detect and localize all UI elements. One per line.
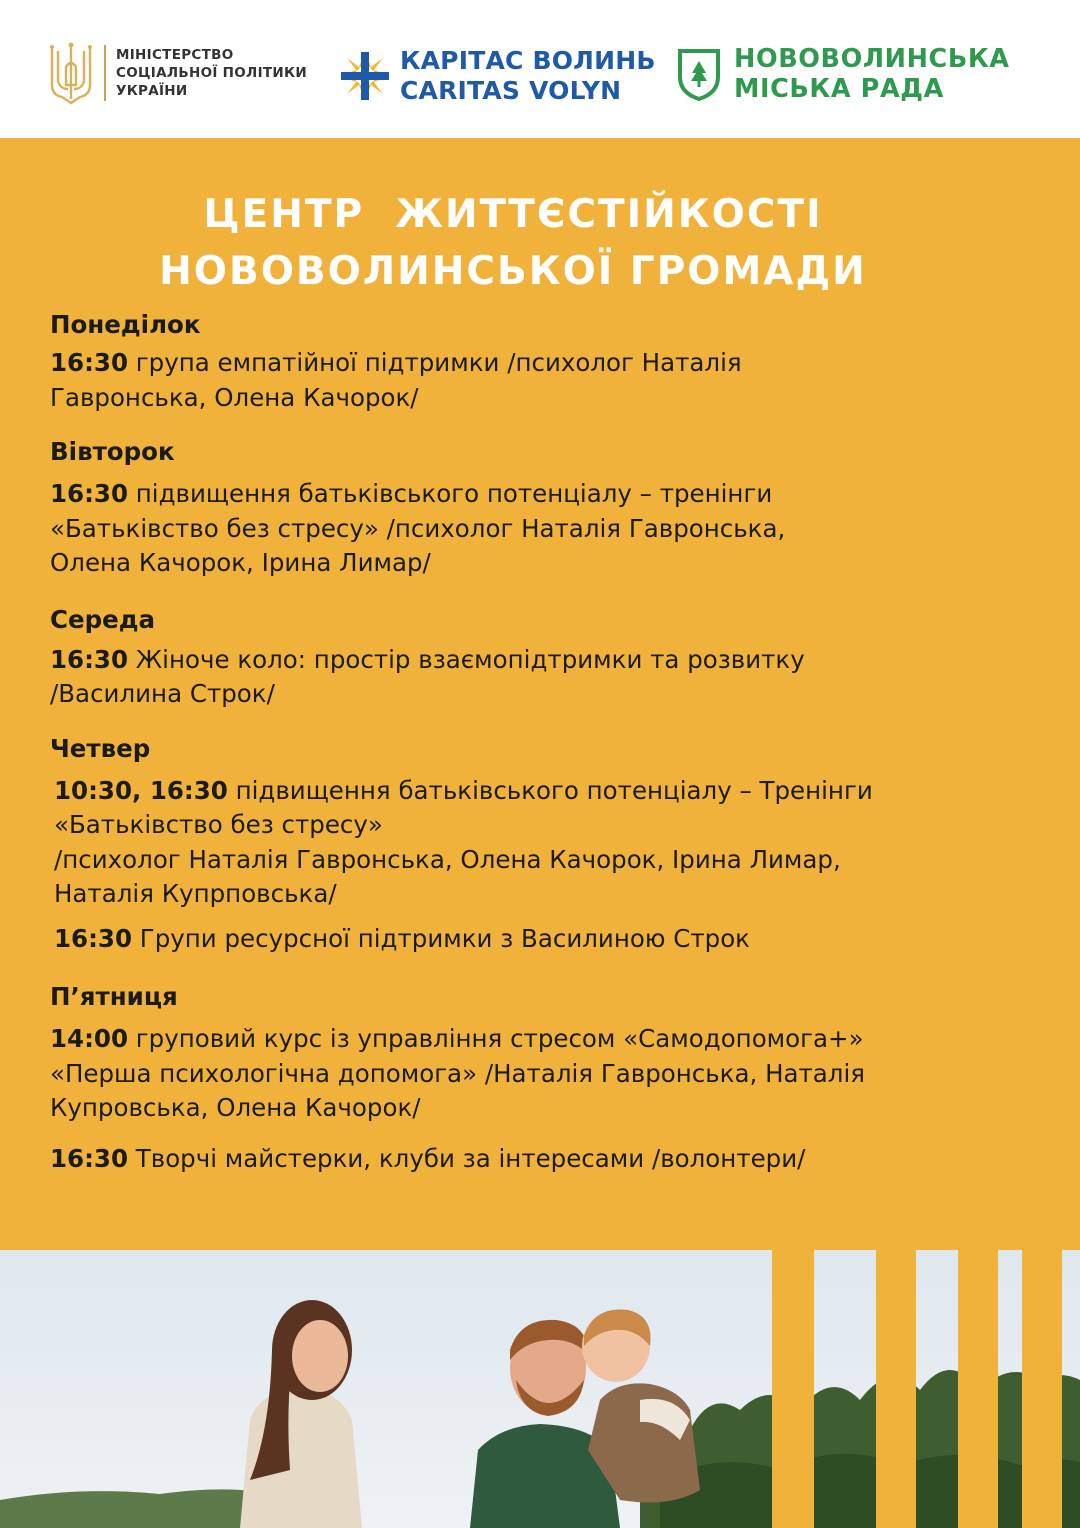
entry-text: Творчі майстерки, клуби за інтересами /волонтери/ (128, 1143, 806, 1173)
logo-header (0, 0, 1080, 138)
entry-time: 16:30 (50, 644, 128, 674)
entry-line (50, 1022, 1040, 1057)
entry-text: група емпатійної підтримки /психолог Наталія (128, 348, 742, 377)
entry-time: 16:30 (54, 923, 132, 953)
schedule-day-friday (50, 980, 1040, 1176)
entry-line: «Батьківство без стресу» (54, 810, 383, 839)
ministry-line-2: СОЦІАЛЬНОЇ ПОЛІТИКИ (116, 65, 307, 81)
title-line-2: НОВОВОЛИНСЬКОЇ ГРОМАДИ (159, 249, 867, 294)
ministry-line-3: УКРАЇНИ (116, 83, 188, 99)
entry-text: Групи ресурсної підтримки з Василиною Строк (132, 923, 750, 953)
schedule-day-wednesday (50, 603, 1040, 712)
day-heading: Понеділок (50, 310, 201, 339)
day-heading: П’ятниця (50, 982, 178, 1011)
schedule-entry (50, 774, 1040, 912)
schedule-entry (50, 1142, 1040, 1177)
day-heading: Середа (50, 604, 156, 634)
caritas-name (400, 46, 656, 106)
entry-line (54, 774, 1040, 809)
entry-line: /Василина Строк/ (50, 679, 275, 708)
entry-line (54, 922, 1040, 957)
caritas-line-2: CARITAS VOLYN (400, 76, 622, 105)
page-title (0, 186, 1026, 300)
entry-line: Гавронська, Олена Качорок/ (50, 382, 419, 412)
entry-line: «Батьківство без стресу» /психолог Наталія Гавронська, (50, 513, 786, 543)
schedule-entry (50, 922, 1040, 957)
caritas-cross-icon (338, 49, 392, 103)
schedule-day-thursday (50, 732, 1040, 957)
entry-time: 16:30 (50, 479, 128, 508)
entry-line: «Перша психологічна допомога» /Наталія Гавронська, Наталія (50, 1058, 865, 1088)
day-heading: Вівторок (50, 437, 175, 466)
ministry-name (116, 46, 307, 100)
schedule-entry (50, 1022, 1040, 1126)
entry-line (50, 643, 1040, 678)
weekly-schedule (50, 308, 1040, 1176)
entry-time: 16:30 (50, 348, 128, 377)
family-photo-illustration (0, 1250, 1080, 1528)
entry-line: /психолог Наталія Гавронська, Олена Качорок, Ірина Лимар, (54, 844, 841, 874)
council-name (734, 44, 1010, 104)
family-photo (0, 1250, 1080, 1528)
ministry-line-1: МІНІСТЕРСТВО (116, 47, 234, 63)
council-line-1: НОВОВОЛИНСЬКА (734, 44, 1010, 74)
ministry-divider (104, 45, 106, 101)
entry-text: підвищення батьківського потенціалу – тренінги (128, 479, 773, 508)
trident-emblem-icon (48, 41, 94, 105)
shield-tree-icon (676, 47, 722, 101)
ministry-logo (48, 40, 307, 106)
entry-time: 10:30, 16:30 (54, 775, 228, 805)
city-council-logo (676, 44, 1010, 104)
title-line-1: ЦЕНТР ЖИТТЄСТІЙКОСТІ (203, 192, 823, 237)
entry-line: Купровська, Олена Качорок/ (50, 1093, 421, 1122)
schedule-day-tuesday (50, 435, 1040, 581)
schedule-day-monday (50, 308, 1040, 415)
entry-line (50, 346, 1040, 381)
entry-text: груповий курс із управління стресом «Самодопомога+» (128, 1024, 864, 1053)
entry-text: Жіноче коло: простір взаємопідтримки та розвитку (128, 644, 805, 674)
entry-time: 16:30 (50, 1143, 128, 1173)
council-line-2: МІСЬКА РАДА (734, 74, 944, 104)
schedule-entry (50, 346, 1040, 415)
caritas-line-1: КАРІТАС ВОЛИНЬ (400, 46, 656, 75)
entry-line: Олена Качорок, Ірина Лимар/ (50, 548, 431, 577)
entry-line (50, 477, 1040, 512)
schedule-entry (50, 477, 1040, 581)
caritas-logo (338, 46, 656, 106)
schedule-entry (50, 643, 1040, 712)
day-heading: Четвер (50, 733, 151, 763)
entry-line: Наталія Купрповська/ (54, 879, 337, 908)
entry-time: 14:00 (50, 1024, 128, 1053)
entry-line (50, 1142, 1040, 1177)
entry-text: підвищення батьківського потенціалу – Тренінги (227, 775, 873, 805)
